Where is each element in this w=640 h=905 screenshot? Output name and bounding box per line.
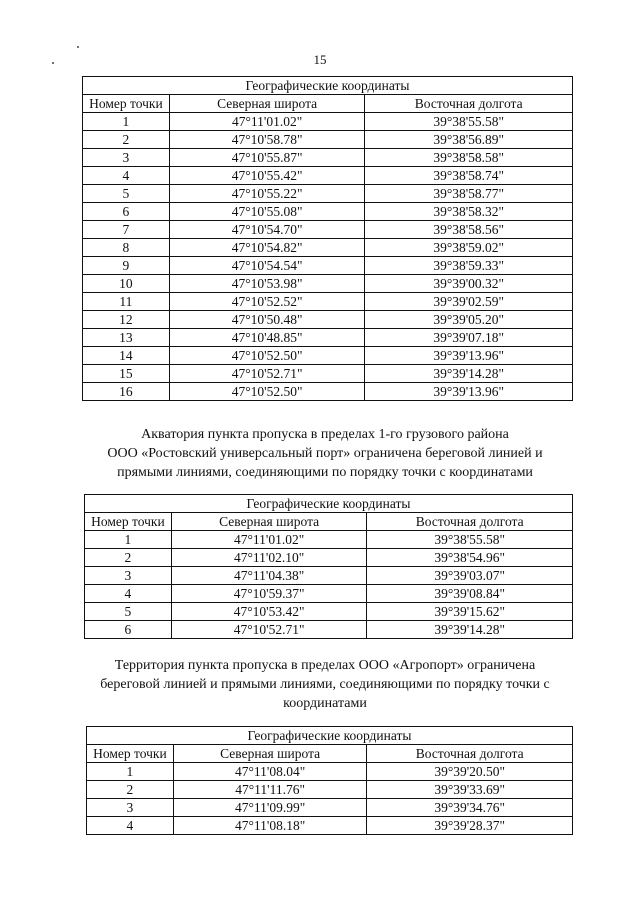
paragraph-territory xyxy=(80,656,570,713)
cell-east-longitude: 39°38'55.58" xyxy=(365,113,573,131)
paragraph-line: координатами xyxy=(283,696,367,711)
table-row xyxy=(83,257,573,275)
cell-north-latitude: 47°10'54.82" xyxy=(169,239,365,257)
cell-north-latitude: 47°10'55.22" xyxy=(169,185,365,203)
cell-east-longitude: 39°38'59.33" xyxy=(365,257,573,275)
table-row xyxy=(83,365,573,383)
table-caption: Географические координаты xyxy=(83,77,573,95)
table-row xyxy=(87,781,573,799)
paragraph-line: прямыми линиями, соединяющими по порядку точки с координатами xyxy=(117,465,533,480)
header-point-number: Номер точки xyxy=(87,745,174,763)
cell-north-latitude: 47°11'09.99" xyxy=(173,799,367,817)
header-point-number: Номер точки xyxy=(83,95,170,113)
cell-east-longitude: 39°39'13.96" xyxy=(365,347,573,365)
table-row xyxy=(83,239,573,257)
cell-north-latitude: 47°10'50.48" xyxy=(169,311,365,329)
cell-east-longitude: 39°39'00.32" xyxy=(365,275,573,293)
cell-point-number: 14 xyxy=(83,347,170,365)
cell-point-number: 6 xyxy=(85,621,172,639)
table-row xyxy=(83,131,573,149)
cell-east-longitude: 39°39'02.59" xyxy=(365,293,573,311)
cell-east-longitude: 39°39'20.50" xyxy=(367,763,573,781)
cell-north-latitude: 47°10'59.37" xyxy=(171,585,367,603)
cell-north-latitude: 47°10'55.87" xyxy=(169,149,365,167)
cell-east-longitude: 39°39'08.84" xyxy=(367,585,573,603)
table-row xyxy=(83,347,573,365)
cell-north-latitude: 47°11'08.18" xyxy=(173,817,367,835)
paragraph-line: Акватория пункта пропуска в пределах 1-го грузового района xyxy=(141,427,509,442)
cell-point-number: 9 xyxy=(83,257,170,275)
page-number: 15 xyxy=(313,52,327,67)
table-row xyxy=(85,585,573,603)
cell-east-longitude: 39°39'03.07" xyxy=(367,567,573,585)
cell-north-latitude: 47°11'11.76" xyxy=(173,781,367,799)
table-row xyxy=(83,329,573,347)
coordinates-table-3 xyxy=(86,726,573,835)
cell-north-latitude: 47°10'55.08" xyxy=(169,203,365,221)
table-row xyxy=(83,221,573,239)
cell-north-latitude: 47°10'54.70" xyxy=(169,221,365,239)
cell-north-latitude: 47°10'55.42" xyxy=(169,167,365,185)
cell-east-longitude: 39°39'28.37" xyxy=(367,817,573,835)
cell-north-latitude: 47°10'53.98" xyxy=(169,275,365,293)
cell-east-longitude: 39°39'14.28" xyxy=(365,365,573,383)
coordinates-table-1 xyxy=(82,76,573,401)
coordinates-table-2 xyxy=(84,494,573,639)
cell-point-number: 15 xyxy=(83,365,170,383)
cell-north-latitude: 47°10'52.71" xyxy=(171,621,367,639)
table-row xyxy=(83,275,573,293)
cell-point-number: 6 xyxy=(83,203,170,221)
cell-north-latitude: 47°11'04.38" xyxy=(171,567,367,585)
cell-north-latitude: 47°10'48.85" xyxy=(169,329,365,347)
table-row xyxy=(87,763,573,781)
cell-point-number: 3 xyxy=(83,149,170,167)
cell-point-number: 2 xyxy=(87,781,174,799)
cell-point-number: 4 xyxy=(87,817,174,835)
table-row xyxy=(85,567,573,585)
cell-point-number: 7 xyxy=(83,221,170,239)
cell-east-longitude: 39°38'56.89" xyxy=(365,131,573,149)
cell-east-longitude: 39°39'14.28" xyxy=(367,621,573,639)
table-row xyxy=(83,383,573,401)
header-east-longitude: Восточная долгота xyxy=(367,513,573,531)
cell-north-latitude: 47°10'52.50" xyxy=(169,383,365,401)
cell-east-longitude: 39°39'13.96" xyxy=(365,383,573,401)
paragraph-water-area xyxy=(80,425,570,482)
cell-east-longitude: 39°39'33.69" xyxy=(367,781,573,799)
header-north-latitude: Северная широта xyxy=(169,95,365,113)
cell-point-number: 1 xyxy=(83,113,170,131)
cell-point-number: 4 xyxy=(85,585,172,603)
cell-point-number: 1 xyxy=(85,531,172,549)
table-row xyxy=(87,799,573,817)
cell-point-number: 5 xyxy=(85,603,172,621)
table-row xyxy=(83,311,573,329)
cell-point-number: 10 xyxy=(83,275,170,293)
cell-north-latitude: 47°11'02.10" xyxy=(171,549,367,567)
table-row xyxy=(83,185,573,203)
cell-east-longitude: 39°39'34.76" xyxy=(367,799,573,817)
cell-east-longitude: 39°38'54.96" xyxy=(367,549,573,567)
cell-east-longitude: 39°38'58.58" xyxy=(365,149,573,167)
paragraph-line: береговой линией и прямыми линиями, соединяющими по порядку точки с xyxy=(100,677,550,692)
table-row xyxy=(83,203,573,221)
cell-north-latitude: 47°10'53.42" xyxy=(171,603,367,621)
cell-east-longitude: 39°38'58.56" xyxy=(365,221,573,239)
cell-point-number: 1 xyxy=(87,763,174,781)
cell-east-longitude: 39°39'15.62" xyxy=(367,603,573,621)
table-row xyxy=(85,603,573,621)
header-north-latitude: Северная широта xyxy=(171,513,367,531)
cell-north-latitude: 47°11'01.02" xyxy=(169,113,365,131)
cell-north-latitude: 47°11'08.04" xyxy=(173,763,367,781)
header-point-number: Номер точки xyxy=(85,513,172,531)
table-caption: Географические координаты xyxy=(87,727,573,745)
cell-point-number: 3 xyxy=(87,799,174,817)
paragraph-line: Территория пункта пропуска в пределах ООО «Агропорт» ограничена xyxy=(114,658,536,673)
table-row xyxy=(87,817,573,835)
cell-north-latitude: 47°10'52.50" xyxy=(169,347,365,365)
cell-point-number: 3 xyxy=(85,567,172,585)
cell-point-number: 2 xyxy=(83,131,170,149)
cell-point-number: 8 xyxy=(83,239,170,257)
cell-east-longitude: 39°38'58.77" xyxy=(365,185,573,203)
cell-point-number: 13 xyxy=(83,329,170,347)
cell-point-number: 11 xyxy=(83,293,170,311)
cell-east-longitude: 39°38'55.58" xyxy=(367,531,573,549)
cell-east-longitude: 39°39'07.18" xyxy=(365,329,573,347)
table-row xyxy=(85,549,573,567)
cell-north-latitude: 47°10'54.54" xyxy=(169,257,365,275)
cell-point-number: 16 xyxy=(83,383,170,401)
header-east-longitude: Восточная долгота xyxy=(365,95,573,113)
table-row xyxy=(83,293,573,311)
header-north-latitude: Северная широта xyxy=(173,745,367,763)
scan-speck xyxy=(52,62,54,64)
cell-point-number: 2 xyxy=(85,549,172,567)
paragraph-line: ООО «Ростовский универсальный порт» ограничена береговой линией и xyxy=(107,446,543,461)
cell-north-latitude: 47°10'52.52" xyxy=(169,293,365,311)
table-caption: Географические координаты xyxy=(85,495,573,513)
cell-north-latitude: 47°10'58.78" xyxy=(169,131,365,149)
cell-east-longitude: 39°39'05.20" xyxy=(365,311,573,329)
cell-point-number: 12 xyxy=(83,311,170,329)
table-row xyxy=(83,113,573,131)
cell-point-number: 4 xyxy=(83,167,170,185)
cell-east-longitude: 39°38'58.32" xyxy=(365,203,573,221)
cell-point-number: 5 xyxy=(83,185,170,203)
table-row xyxy=(83,167,573,185)
table-row xyxy=(85,531,573,549)
cell-north-latitude: 47°11'01.02" xyxy=(171,531,367,549)
table-row xyxy=(85,621,573,639)
header-east-longitude: Восточная долгота xyxy=(367,745,573,763)
scan-speck xyxy=(77,46,79,48)
table-row xyxy=(83,149,573,167)
cell-north-latitude: 47°10'52.71" xyxy=(169,365,365,383)
cell-east-longitude: 39°38'59.02" xyxy=(365,239,573,257)
cell-east-longitude: 39°38'58.74" xyxy=(365,167,573,185)
